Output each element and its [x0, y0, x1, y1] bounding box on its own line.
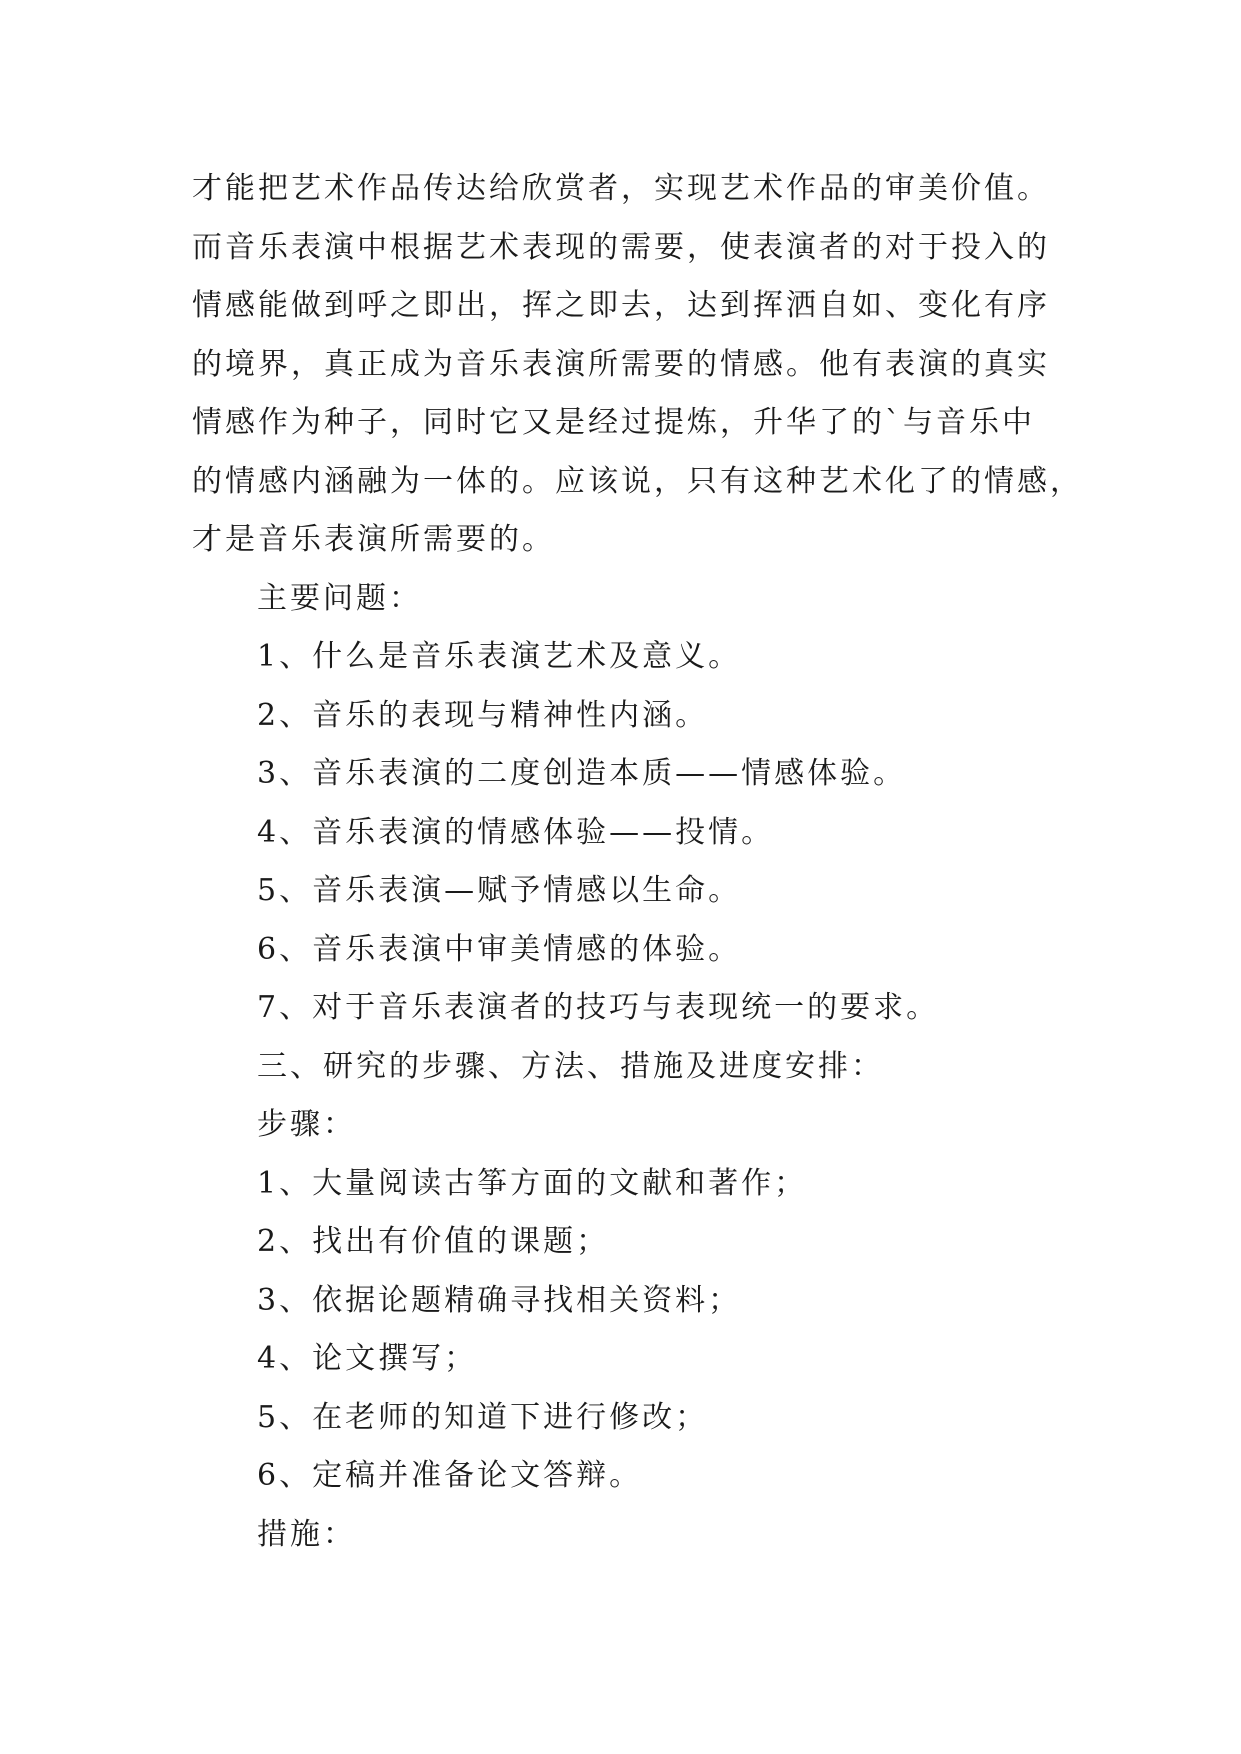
main-questions-section: [192, 570, 1072, 1038]
main-questions-heading: 主要问题：: [257, 580, 422, 616]
document-body: [192, 160, 1083, 1564]
section-three-heading: 三、研究的步骤、方法、措施及进度安排：: [257, 1048, 884, 1084]
paragraph-line: 而音乐表演中根据艺术表现的需要，使表演者的对于投入的: [192, 229, 1050, 265]
section-three: [192, 1038, 1072, 1565]
step-item: 1、大量阅读古筝方面的文献和著作；: [257, 1165, 808, 1201]
question-item: 2、音乐的表现与精神性内涵。: [257, 697, 709, 733]
paragraph-line: 情感能做到呼之即出，挥之即去，达到挥洒自如、变化有序: [192, 288, 1050, 323]
paragraph-line: 才能把艺术作品传达给欣赏者，实现艺术作品的审美价值。: [192, 171, 1050, 206]
step-item: 2、找出有价值的课题；: [257, 1224, 610, 1259]
steps-heading: 步骤：: [257, 1107, 356, 1142]
question-item: 3、音乐表演的二度创造本质——情感体验。: [257, 756, 907, 791]
step-item: 6、定稿并准备论文答辩。: [257, 1458, 643, 1493]
step-item: 3、依据论题精确寻找相关资料；: [257, 1282, 742, 1318]
question-item: 4、音乐表演的情感体验——投情。: [257, 814, 775, 850]
measures-heading: 措施：: [257, 1516, 356, 1552]
paragraph-line: 才是音乐表演所需要的。: [192, 522, 555, 557]
paragraph-line: 情感作为种子，同时它又是经过提炼，升华了的`与音乐中: [192, 405, 1035, 440]
question-item: 7、对于音乐表演者的技巧与表现统一的要求。: [257, 990, 940, 1025]
intro-paragraph: [192, 160, 1083, 570]
step-item: 4、论文撰写；: [257, 1341, 478, 1376]
question-item: 1、什么是音乐表演艺术及意义。: [257, 639, 742, 674]
question-item: 6、音乐表演中审美情感的体验。: [257, 931, 742, 967]
step-item: 5、在老师的知道下进行修改；: [257, 1399, 709, 1435]
question-item: 5、音乐表演—赋予情感以生命。: [257, 873, 742, 908]
paragraph-line: 的情感内涵融为一体的。应该说，只有这种艺术化了的情感，: [192, 463, 1083, 499]
paragraph-line: 的境界，真正成为音乐表演所需要的情感。他有表演的真实: [192, 346, 1050, 382]
